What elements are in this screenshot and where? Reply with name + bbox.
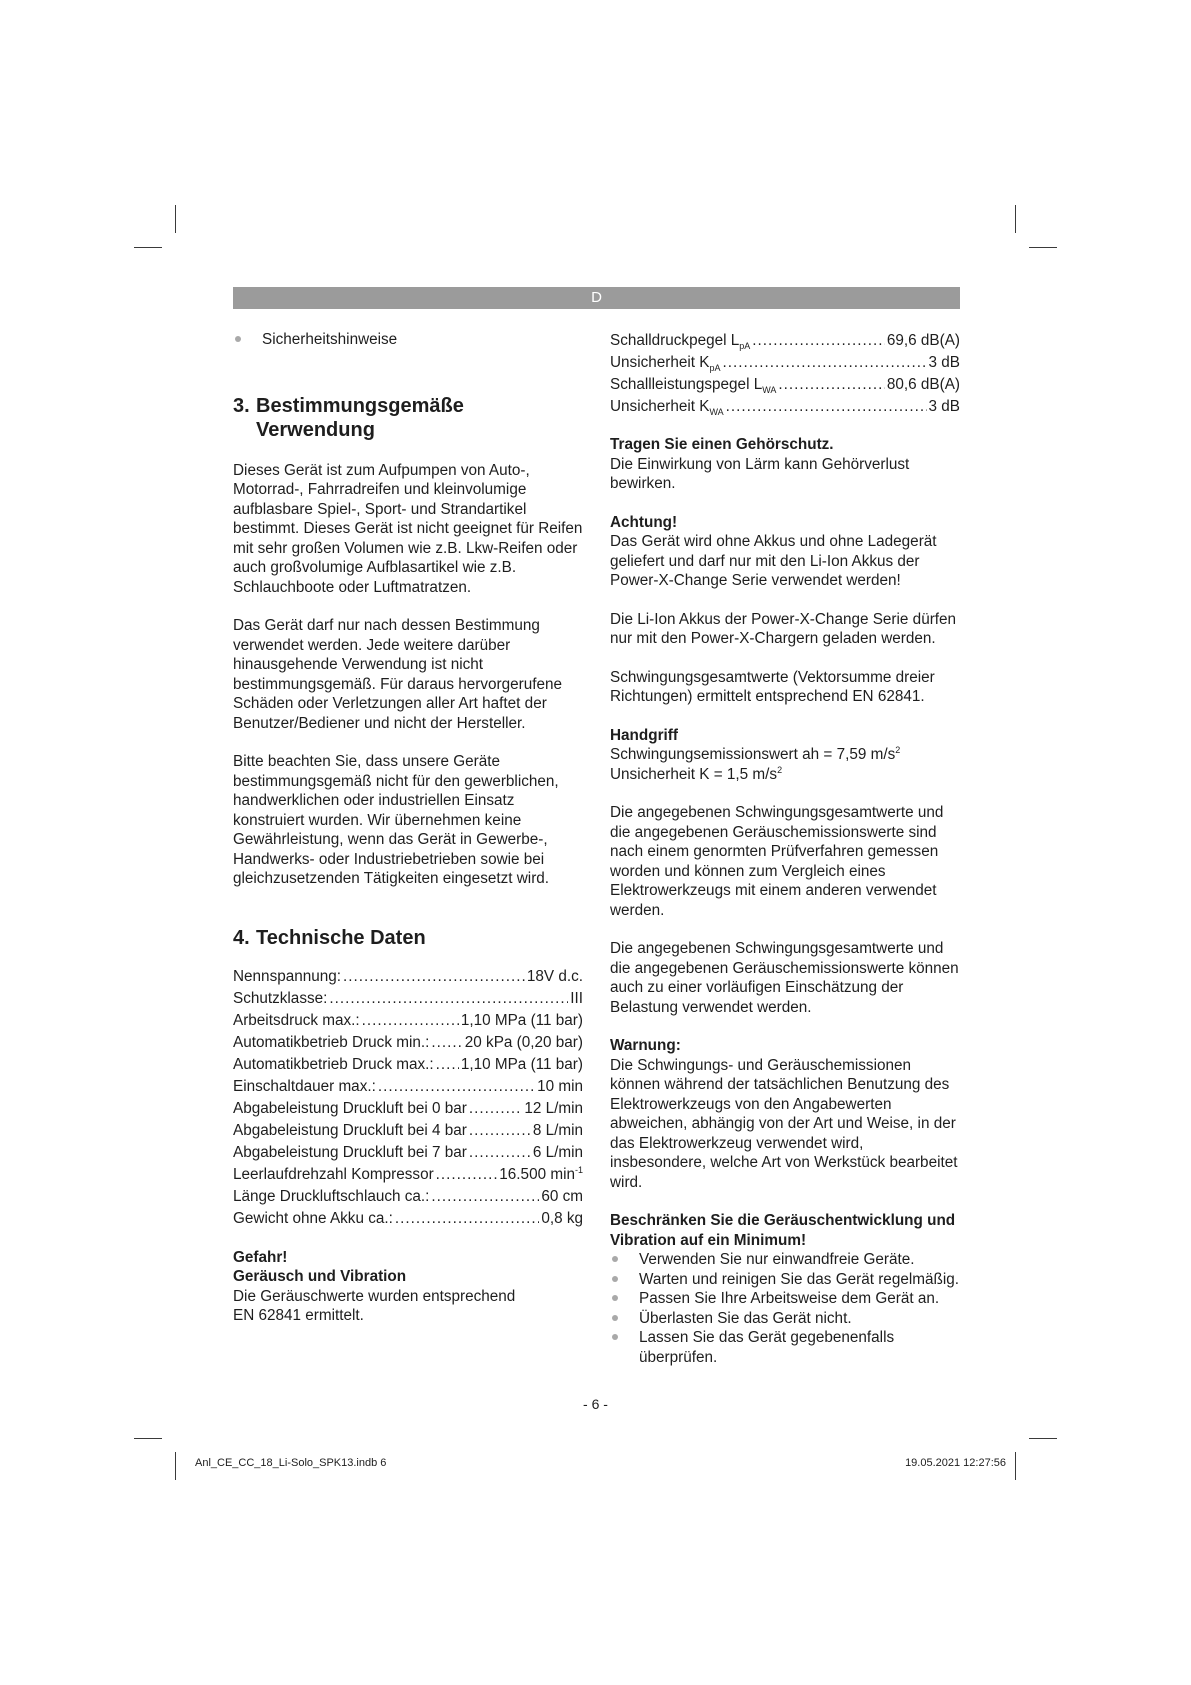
spec-value <box>537 1076 583 1098</box>
list-item-text: Überlasten Sie das Gerät nicht. <box>639 1309 852 1327</box>
spec-label: Abgabeleistung Druckluft bei 7 bar <box>233 1143 467 1161</box>
crop-mark <box>175 1452 176 1480</box>
sound-value: 80,6 dB(A) <box>886 376 960 393</box>
intro-bullet-list <box>233 330 583 350</box>
spec-value-text: 8 L/min <box>532 1121 583 1139</box>
spec-label: Abgabeleistung Druckluft bei 4 bar <box>233 1121 467 1139</box>
sound-label-subscript: pA <box>709 363 721 374</box>
paragraph: Die angegebenen Schwingungsgesamtwerte und die angegebenen Geräuschemissionswerte können auch zu einer vorläufigen Einschätzung der Belastung verwendet werden. <box>610 940 959 1016</box>
bullet-icon <box>612 1276 618 1282</box>
spec-row <box>233 1208 583 1230</box>
paragraph: Die Li-Ion Akkus der Power-X-Change Serie dürfen nur mit den Power-X-Chargern geladen werden. <box>610 610 957 647</box>
vibration-uncertainty-line: Unsicherheit K = 1,5 $m/s^2$ <box>610 764 783 783</box>
spec-row <box>233 1120 583 1142</box>
sound-label <box>610 352 721 374</box>
spec-row <box>233 1098 583 1120</box>
spec-value-text: 60 cm <box>541 1187 583 1205</box>
limit-bullet-list <box>610 1250 960 1367</box>
spec-value-text: 10 min <box>537 1077 583 1095</box>
sound-row <box>610 374 960 396</box>
dot-leader <box>362 1010 459 1032</box>
spec-row <box>233 1076 583 1098</box>
dot-leader <box>436 1054 459 1076</box>
dot-leader <box>752 330 885 352</box>
spec-row <box>233 1032 583 1054</box>
footer-date-time: 19.05.2021 12:27:56 <box>905 1457 1006 1469</box>
list-item <box>610 1328 960 1367</box>
spec-label: Automatikbetrieb Druck min.: <box>233 1033 430 1051</box>
footer-file-name: Anl_CE_CC_18_Li-Solo_SPK13.indb 6 <box>195 1457 387 1469</box>
dot-leader <box>726 396 927 418</box>
dot-leader <box>778 374 884 396</box>
spec-row <box>233 1186 583 1208</box>
crop-mark <box>1029 1438 1057 1439</box>
list-item: Sicherheitshinweise <box>233 330 583 350</box>
attention-heading: Achtung! <box>610 513 678 531</box>
sound-table <box>610 330 960 418</box>
bullet-icon <box>612 1295 618 1301</box>
sound-label <box>610 374 776 396</box>
spec-label: Einschaltdauer max.: <box>233 1077 376 1095</box>
spec-value-exponent: -1 <box>574 1164 583 1175</box>
danger-heading: Gefahr! <box>233 1248 288 1266</box>
sound-value: 3 dB <box>928 354 960 371</box>
crop-mark <box>134 247 162 248</box>
list-item <box>610 1270 960 1290</box>
spec-row <box>233 1142 583 1164</box>
spec-value <box>533 1142 583 1164</box>
spec-row <box>233 1054 583 1076</box>
spec-label: Arbeitsdruck max.: <box>233 1011 360 1029</box>
dot-leader <box>378 1076 535 1098</box>
list-item <box>610 1309 960 1329</box>
paragraph: Das Gerät darf nur nach dessen Bestimmung verwendet werden. Jede weitere darüber hinausgehende Verwendung ist nicht bestimmungsgemäß. Für daraus hervorgerufene Schäden oder Verletzungen aller Art haftet der Benutzer/Bediener und nicht der Hersteller. <box>233 617 563 732</box>
paragraph: Die Einwirkung von Lärm kann Gehörverlust bewirken. <box>610 455 910 492</box>
spec-value <box>461 1010 583 1032</box>
dot-leader <box>343 966 525 988</box>
list-item <box>610 1289 960 1309</box>
noise-heading: Geräusch und Vibration <box>233 1268 407 1285</box>
spec-row <box>233 988 583 1010</box>
sound-row <box>610 352 960 374</box>
sound-row <box>610 330 960 352</box>
dot-leader <box>436 1164 498 1186</box>
crop-mark <box>134 1438 162 1439</box>
spec-table <box>233 966 583 1230</box>
crop-mark <box>1015 1452 1016 1480</box>
spec-label: Nennspannung: <box>233 967 342 985</box>
spec-value-text: 16.500 min <box>499 1165 575 1183</box>
section-3-heading: 3. Bestimmungsgemäße Verwendung <box>233 394 464 441</box>
noise-text-line: EN 62841 ermittelt. <box>233 1307 364 1324</box>
sound-label-subscript: pA <box>739 341 751 352</box>
paragraph: Die angegebenen Schwingungsgesamtwerte und die angegebenen Geräuschemissionswerte sind nach einem genormten Prüfverfahren gemessen worden und können zum Vergleich eines Elektrowerkzeugs mit einem anderen verwendet werden. <box>610 804 944 919</box>
page-number: - 6 - <box>583 1396 608 1412</box>
paragraph: Das Gerät wird ohne Akkus und ohne Ladegerät geliefert und darf nur mit den Li-Ion Akkus der Power-X-Change Serie verwendet werden! <box>610 533 937 589</box>
dot-leader <box>469 1120 531 1142</box>
sound-label <box>610 330 750 352</box>
spec-value-text: 20 kPa (0,20 bar) <box>464 1033 583 1051</box>
spec-value <box>461 1054 583 1076</box>
spec-value <box>533 1120 583 1142</box>
spec-value <box>541 1208 583 1230</box>
bullet-icon <box>612 1334 618 1340</box>
spec-row <box>233 966 583 988</box>
spec-value-text: 0,8 kg <box>541 1209 583 1227</box>
spec-value <box>541 1186 583 1208</box>
spec-value-text: 18V d.c. <box>526 967 583 985</box>
crop-mark <box>1029 247 1057 248</box>
spec-label: Gewicht ohne Akku ca.: <box>233 1209 393 1227</box>
sound-label-subscript: WA <box>709 407 724 418</box>
right-column <box>610 330 960 1367</box>
spec-row <box>233 1164 583 1186</box>
handle-heading: Handgriff <box>610 726 678 744</box>
spec-value-text: III <box>570 989 583 1007</box>
list-item-text: Verwenden Sie nur einwandfreie Geräte. <box>639 1251 915 1268</box>
sound-label-subscript: WA <box>762 385 777 396</box>
sound-label-text: Unsicherheit K <box>610 398 710 415</box>
section-4-heading: 4. Technische Daten <box>233 926 426 949</box>
warning-heading: Warnung: <box>610 1037 681 1054</box>
spec-value <box>527 966 583 988</box>
spec-value-text: 12 L/min <box>524 1099 583 1117</box>
paragraph: Dieses Gerät ist zum Aufpumpen von Auto-, Motorrad-, Fahrradreifen und kleinvolumige aufblasbare Spiel-, Sport- und Strandartikel bestimmt. Dieses Gerät ist nicht geeignet für Reifen mit sehr großen Volumen wie z.B. Lkw-Reifen oder auch großvolumige Aufblasartikel wie z.B. Schlauchboote oder Luftmatratzen. <box>233 461 583 596</box>
sound-value: 69,6 dB(A) <box>886 332 960 349</box>
spec-label: Schutzklasse: <box>233 989 328 1007</box>
spec-label: Automatikbetrieb Druck max.: <box>233 1055 434 1073</box>
spec-label: Abgabeleistung Druckluft bei 0 bar <box>233 1099 467 1117</box>
spec-value <box>524 1098 583 1120</box>
list-item-text: Lassen Sie das Gerät gegebenenfalls überprüfen. <box>639 1329 895 1366</box>
spec-value-text: 1,10 MPa (11 bar) <box>460 1055 583 1073</box>
sound-label-text: Schallleistungspegel L <box>610 376 763 393</box>
list-item-text: Passen Sie Ihre Arbeitsweise dem Gerät an. <box>639 1290 940 1307</box>
spec-label: Leerlaufdrehzahl Kompressor <box>233 1165 434 1183</box>
dot-leader <box>395 1208 539 1230</box>
dot-leader <box>723 352 927 374</box>
spec-row <box>233 1010 583 1032</box>
list-item <box>610 1250 960 1270</box>
paragraph: Schwingungsgesamtwerte (Vektorsumme dreier Richtungen) ermittelt entsprechend EN 62841. <box>610 668 935 705</box>
spec-value <box>570 988 583 1010</box>
paragraph: Bitte beachten Sie, dass unsere Geräte bestimmungsgemäß nicht für den gewerblichen, handwerklichen oder industriellen Einsatz konstruiert wurden. Wir übernehmen keine Gewährleistung, wenn das Gerät in Gewerbe-, Handwerks- oder Industriebetrieben sowie bei gleichzusetzenden Tätigkeiten eingesetzt wird. <box>233 753 559 887</box>
dot-leader <box>431 1032 462 1054</box>
vibration-value-line: Schwingungsemissionswert ah = 7,59 $m/s^2$ <box>610 744 901 763</box>
dot-leader <box>431 1186 539 1208</box>
section-letter: D <box>591 289 602 306</box>
sound-value: 3 dB <box>928 398 960 415</box>
language-header-bar <box>233 287 960 309</box>
dot-leader <box>329 988 568 1010</box>
dot-leader <box>469 1142 531 1164</box>
left-column <box>233 330 583 1326</box>
sound-label-text: Schalldruckpegel L <box>610 332 740 349</box>
sound-label-text: Unsicherheit K <box>610 354 710 371</box>
bullet-icon <box>235 336 241 342</box>
limit-heading: Beschränken Sie die Geräuschentwicklung und Vibration auf ein Minimum! <box>610 1212 956 1249</box>
noise-text-line: Die Geräuschwerte wurden entsprechend <box>233 1287 516 1305</box>
spec-value <box>465 1032 583 1054</box>
spec-label: Länge Druckluftschlauch ca.: <box>233 1187 430 1205</box>
crop-mark <box>175 205 176 233</box>
sound-row <box>610 396 960 418</box>
bullet-icon <box>612 1256 618 1262</box>
sound-label <box>610 396 724 418</box>
paragraph: Die Schwingungs- und Geräuschemissionen können während der tatsächlichen Benutzung des Elektrowerkzeugs von den Angabewerten abweichen, abhängig von der Art und Weise, in der das Elektrowerkzeug verwendet wird, insbesondere, welche Art von Werkstück bearbeitet wird. <box>610 1056 958 1191</box>
hearing-protection-heading: Tragen Sie einen Gehörschutz. <box>610 436 834 453</box>
bullet-icon <box>612 1315 618 1321</box>
crop-mark <box>1015 205 1016 233</box>
dot-leader <box>469 1098 522 1120</box>
spec-value <box>499 1164 583 1186</box>
list-item-text: Warten und reinigen Sie das Gerät regelmäßig. <box>639 1270 959 1288</box>
spec-value-text: 1,10 MPa (11 bar) <box>460 1011 583 1029</box>
spec-value-text: 6 L/min <box>532 1143 583 1161</box>
